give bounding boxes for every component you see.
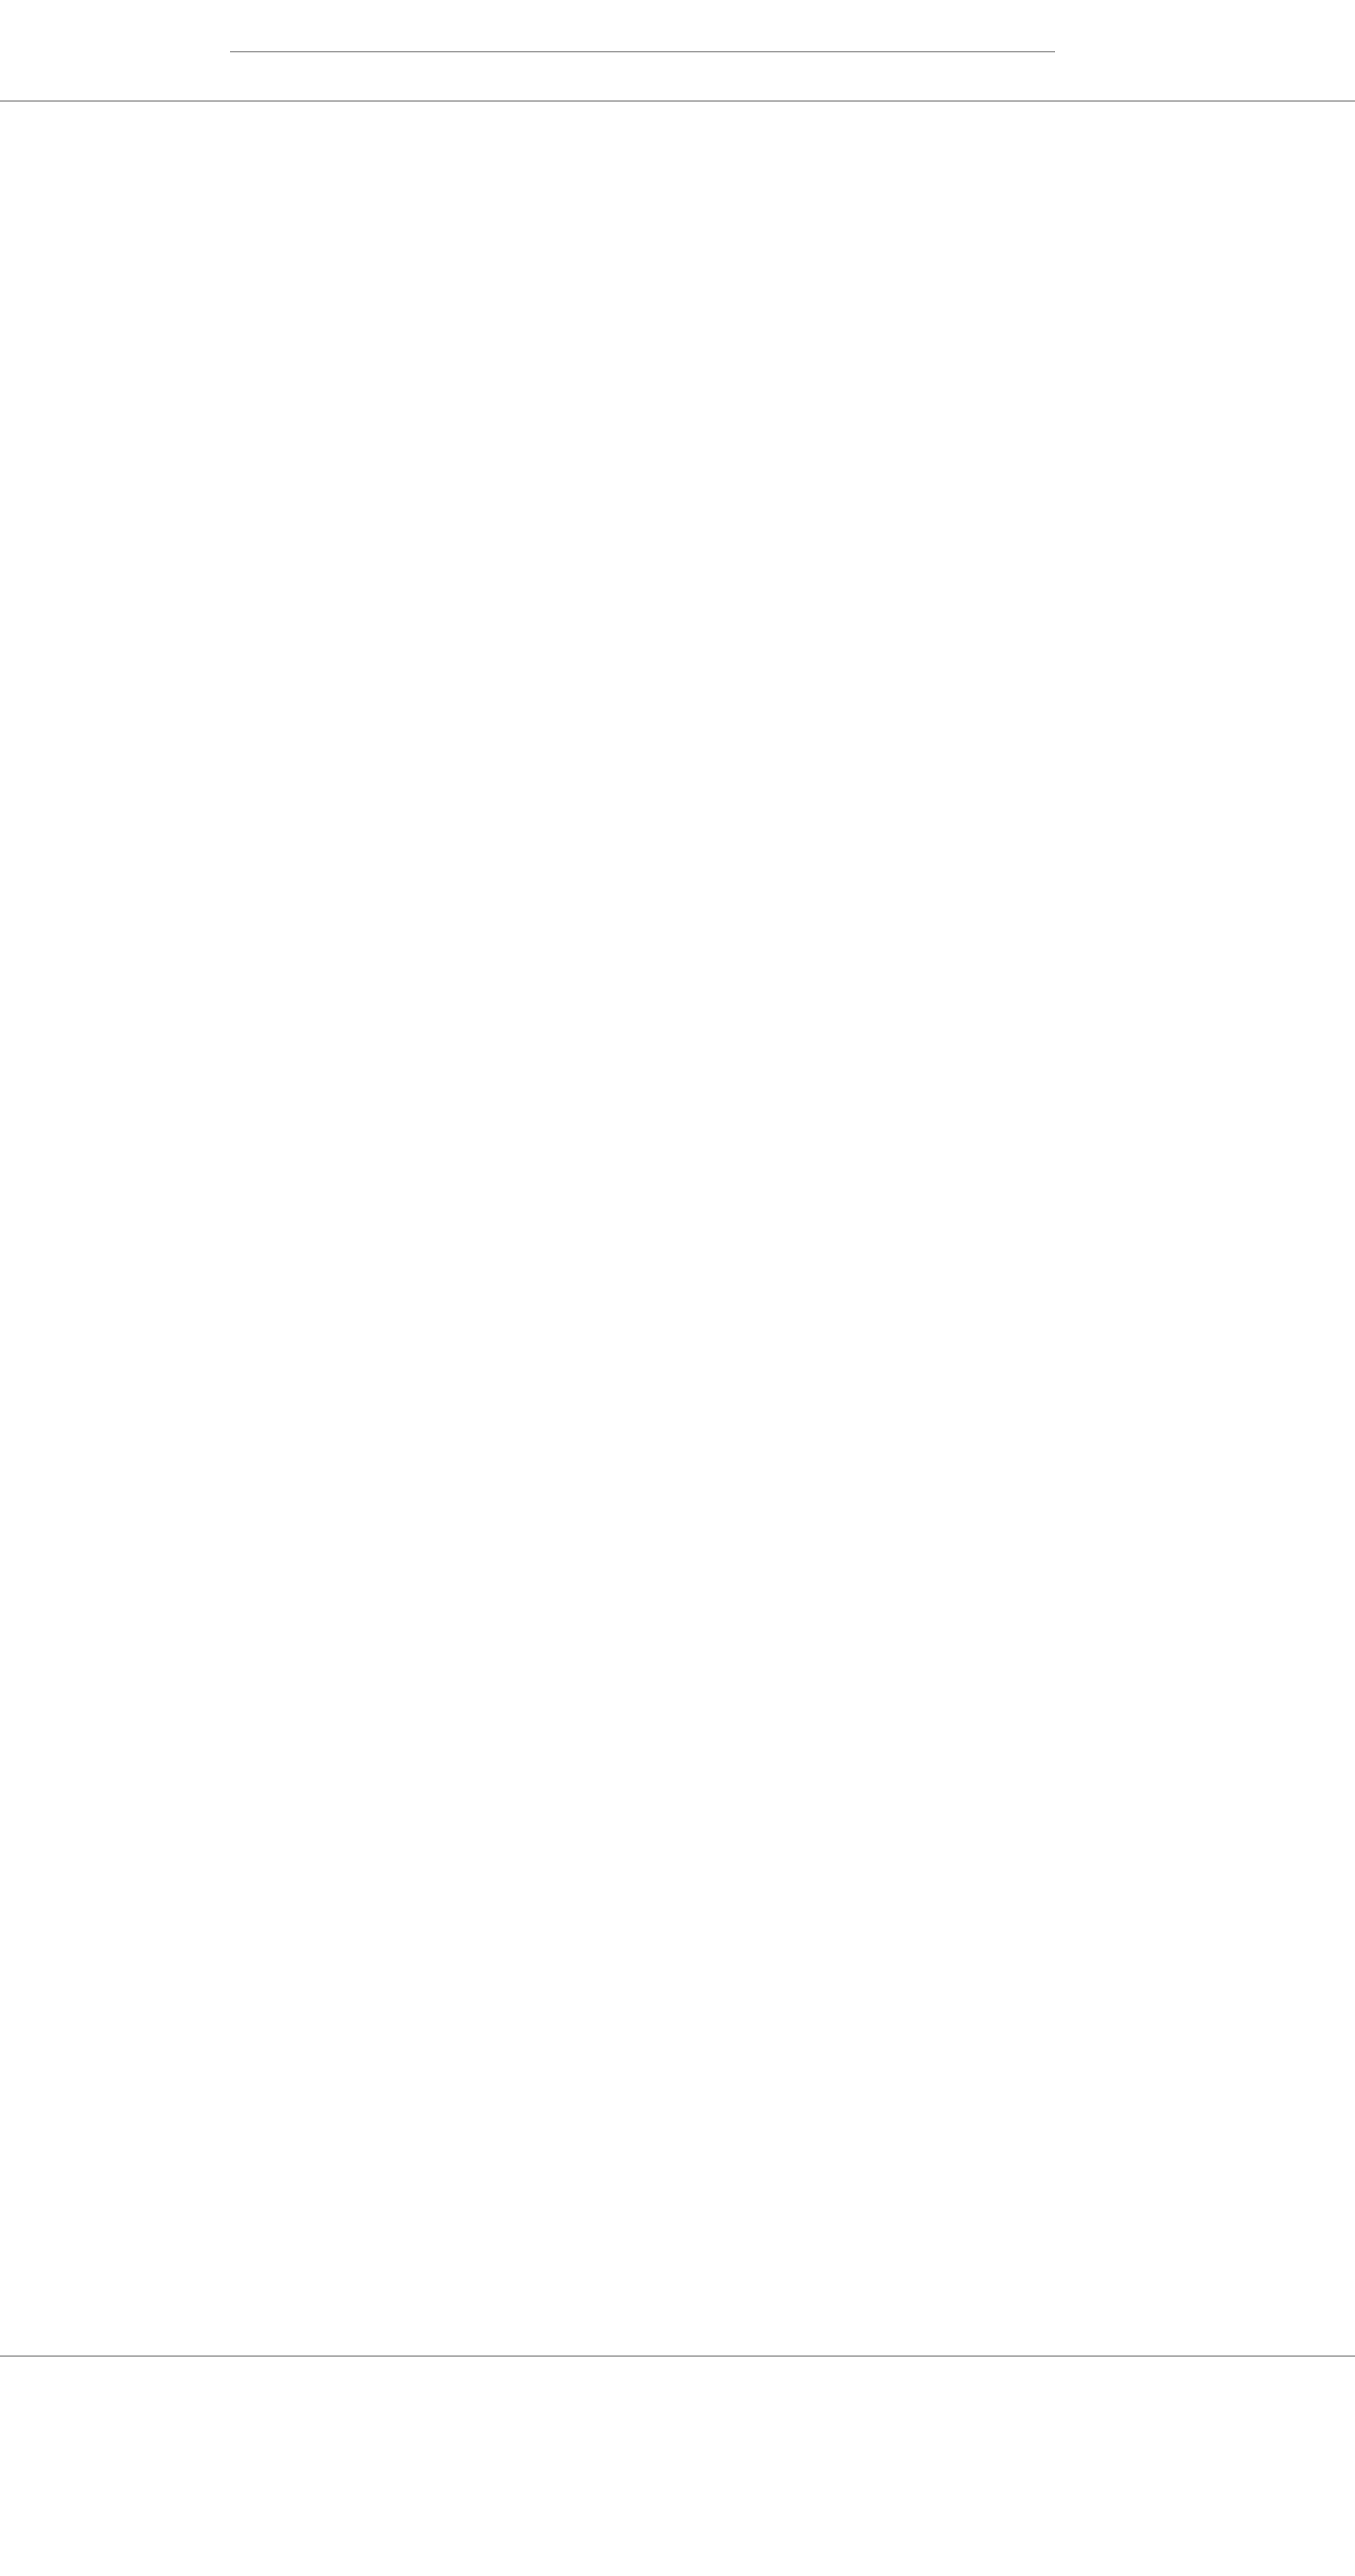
header-rule [0, 100, 1355, 102]
header-row [0, 69, 1355, 99]
group-header-rule [230, 51, 1055, 52]
bottom-rule [0, 2355, 1355, 2357]
